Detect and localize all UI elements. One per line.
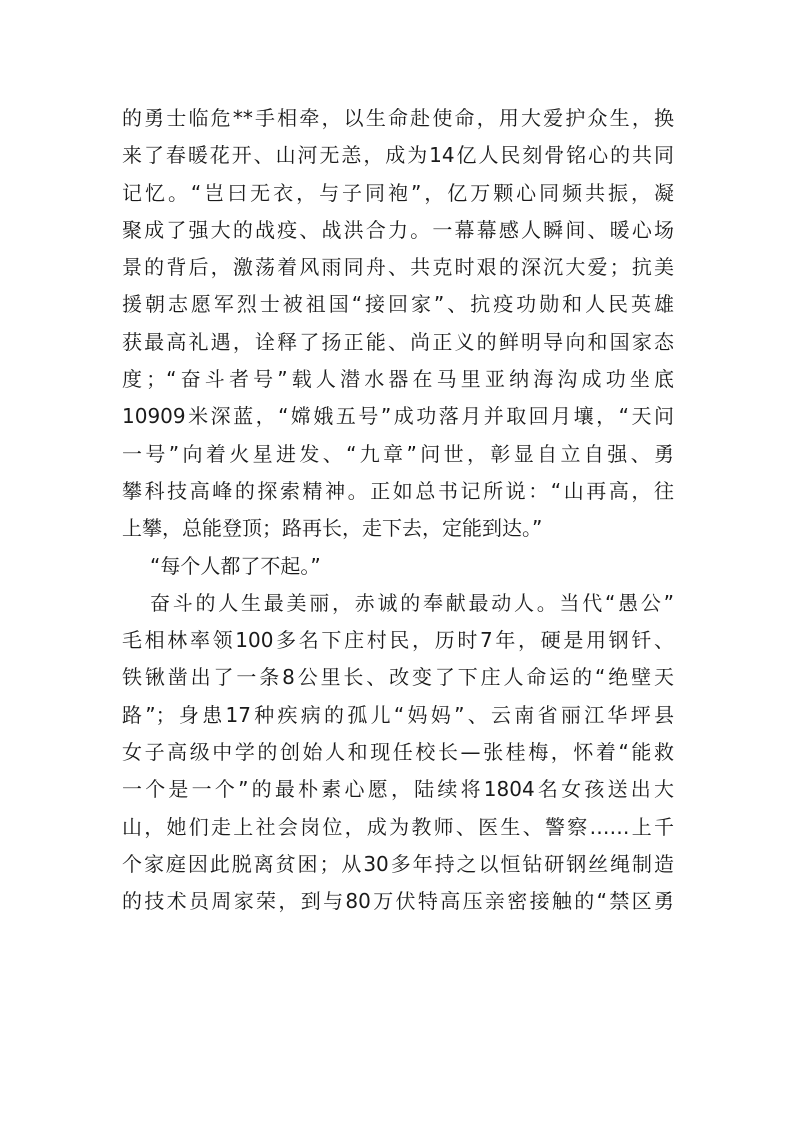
text-line: 记忆。“岂曰无衣，与子同袍”，亿万颗心同频共振，凝 [122,180,674,205]
text-line: 铁锹凿出了一条8公里长、改变了下庄人命运的“绝壁天 [122,665,674,690]
text-line: 奋斗的人生最美丽，赤诚的奉献最动人。当代“愚公” [150,590,674,615]
text-line: “每个人都了不起。” [150,553,321,578]
text-line: 来了春暖花开、山河无恙，成为14亿人民刻骨铭心的共同 [122,143,674,168]
text-line: 路”；身患17种疾病的孤儿“妈妈”、云南省丽江华坪县 [122,702,674,727]
text-line: 攀科技高峰的探索精神。正如总书记所说：“山再高，往 [122,478,674,503]
text-line: 援朝志愿军烈士被祖国“接回家”、抗疫功勋和人民英雄 [122,292,674,317]
text-line: 度；“奋斗者号”载人潜水器在马里亚纳海沟成功坐底 [122,367,674,392]
text-line: 一号”向着火星进发、“九章”问世，彰显自立自强、勇 [122,441,674,466]
text-line: 景的背后，激荡着风雨同舟、共克时艰的深沉大爱；抗美 [122,255,674,280]
document-body [122,100,674,921]
text-line: 山，她们走上社会岗位，成为教师、医生、警察……上千 [122,814,674,839]
text-line: 的技术员周家荣，到与80万伏特高压亲密接触的“禁区勇 [122,889,674,914]
text-line: 10909米深蓝，“嫦娥五号”成功落月并取回月壤，“天问 [122,404,674,429]
text-line: 的勇士临危**手相牵，以生命赴使命，用大爱护众生，换 [122,106,674,130]
text-line: 获最高礼遇，诠释了扬正能、尚正义的鲜明导向和国家态 [122,329,674,354]
text-line: 毛相林率领100多名下庄村民，历时7年，硬是用钢钎、 [122,628,674,653]
text-line: 一个是一个”的最朴素心愿，陆续将1804名女孩送出大 [122,777,674,802]
text-line: 上攀，总能登顶；路再长，走下去，定能到达。” [122,516,543,541]
text-line: 聚成了强大的战疫、战洪合力。一幕幕感人瞬间、暖心场 [122,217,674,242]
text-line: 女子高级中学的创始人和现任校长—张桂梅，怀着“能救 [122,740,674,765]
text-line: 个家庭因此脱离贫困；从30多年持之以恒钻研钢丝绳制造 [122,851,674,876]
